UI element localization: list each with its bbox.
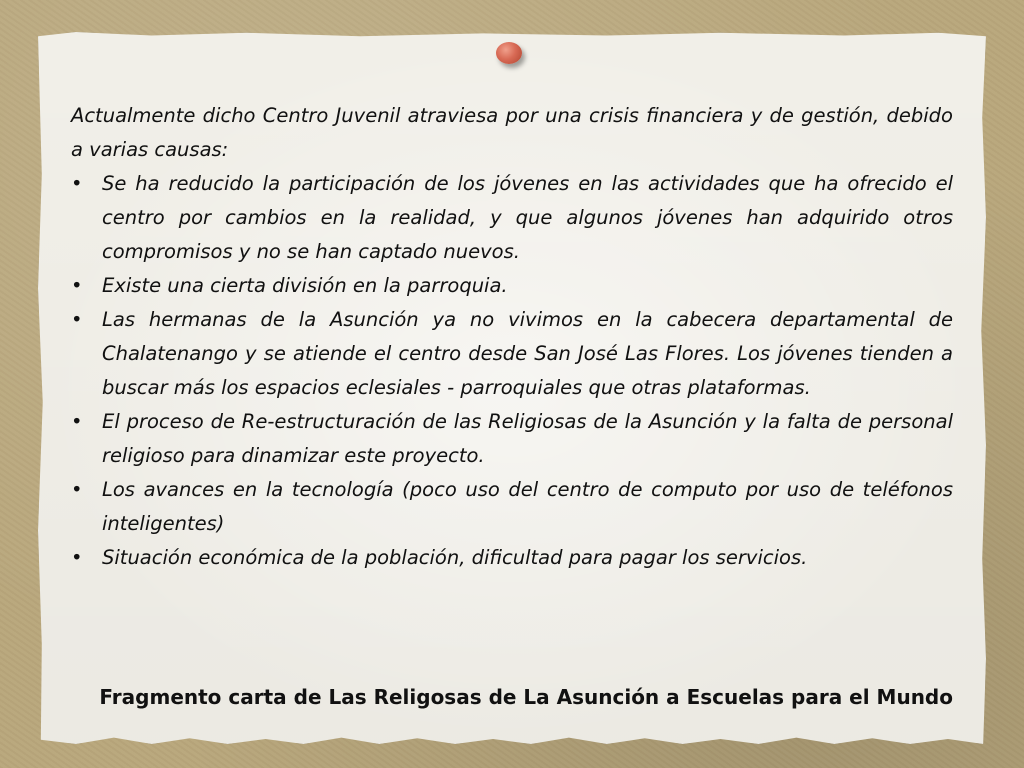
list-item-text: Se ha reducido la participación de los jóvenes en las actividades que ha ofrecido el centro por cambios en la realidad, y que algunos jóvenes han adquirido otros compromisos y no se han captado nuevos. [102,172,953,263]
bullet-icon: • [71,274,83,297]
letter-body [71,99,953,575]
source-caption: Fragmento carta de Las Religosas de La Asunción a Escuelas para el Mundo [99,685,953,709]
intro-paragraph: Actualmente dicho Centro Juvenil atraviesa por una crisis financiera y de gestión, debido a varias causas: [71,104,953,161]
bullet-icon: • [71,410,83,433]
causes-list [71,167,953,575]
bullet-icon: • [71,546,83,569]
list-item [71,405,953,473]
list-item [71,269,953,303]
bullet-icon: • [71,478,83,501]
list-item [71,541,953,575]
list-item-text: Los avances en la tecnología (poco uso del centro de computo por uso de teléfonos inteligentes) [102,478,953,535]
bullet-icon: • [71,172,83,195]
list-item-text: Situación económica de la población, dificultad para pagar los servicios. [102,546,808,569]
list-item-text: Las hermanas de la Asunción ya no vivimos en la cabecera departamental de Chalatenango y se atiende el centro desde San José Las Flores. Los jóvenes tienden a buscar más los espacios eclesiales - parroquiales que otras plataformas. [102,308,953,399]
list-item-text: Existe una cierta división en la parroquia. [102,274,508,297]
push-pin-icon [496,42,522,64]
list-item [71,473,953,541]
list-item [71,303,953,405]
list-item-text: El proceso de Re-estructuración de las Religiosas de la Asunción y la falta de personal religioso para dinamizar este proyecto. [102,410,953,467]
list-item [71,167,953,269]
bullet-icon: • [71,308,83,331]
